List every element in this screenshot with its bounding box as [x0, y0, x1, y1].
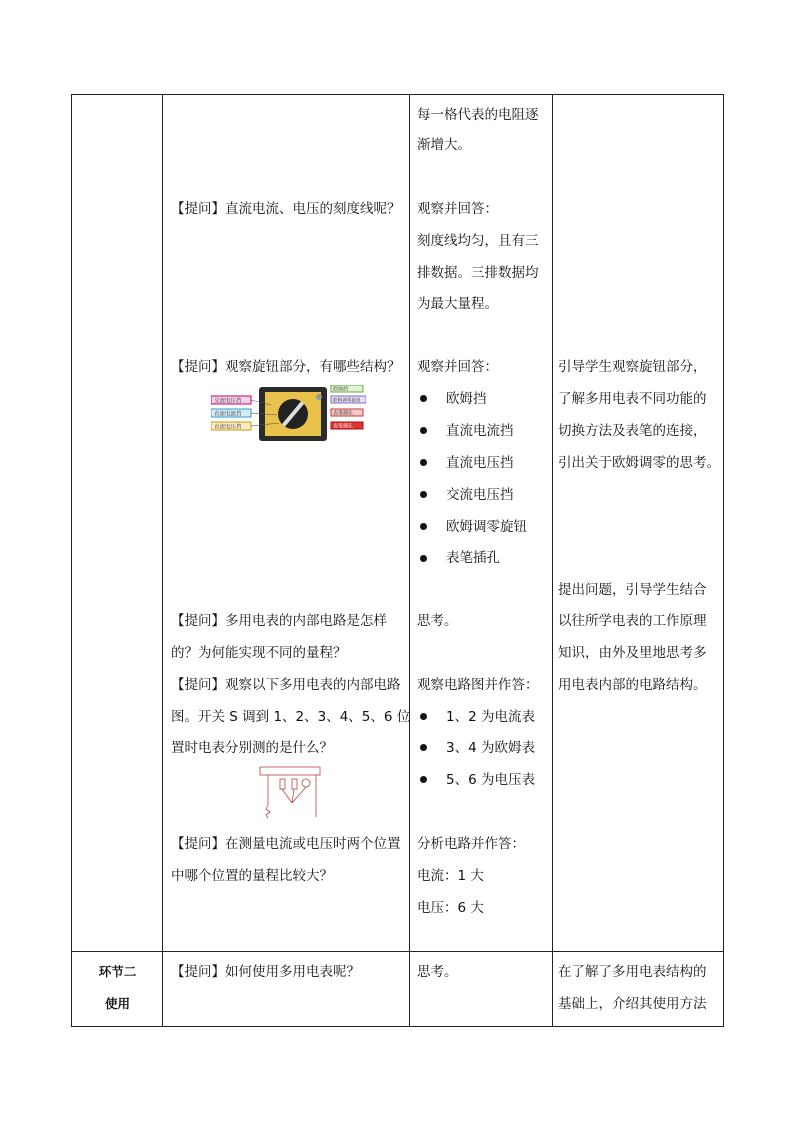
student-text: 电流：1 大: [417, 868, 484, 884]
intent-text: 引导学生观察旋钮部分，: [558, 359, 707, 375]
question-text: 【提问】直流电流、电压的刻度线呢？: [171, 201, 401, 217]
zero-adjust-knob: [316, 394, 322, 400]
list-item: 表笔插孔: [446, 550, 500, 566]
list-item: 5、6 为电压表: [446, 772, 535, 788]
list-item: 直流电压挡: [446, 455, 514, 471]
intent-text: 切换方法及表笔的连接，: [558, 423, 707, 439]
dial-label: 欧姆挡: [333, 386, 349, 393]
question-text: 【提问】观察旋钮部分，有哪些结构？: [171, 359, 401, 375]
bullet-icon: [420, 427, 427, 434]
dial-label: 欧姆调零旋钮: [333, 398, 361, 404]
dial-label: 表笔插孔: [333, 423, 354, 430]
student-text: 电压：6 大: [417, 900, 484, 916]
student-text: 观察并回答：: [417, 359, 498, 375]
stage-cell: [72, 952, 163, 1027]
design-intent-cell: [553, 952, 724, 1027]
question-text: 中哪个位置的量程比较大？: [171, 868, 333, 884]
table-row: [72, 95, 724, 952]
student-text: 每一格代表的电阻逐: [417, 107, 539, 123]
student-text: 思考。: [417, 613, 458, 629]
bullet-icon: [420, 395, 427, 402]
list-item: 3、4 为欧姆表: [446, 740, 535, 756]
question-cell: [163, 952, 410, 1027]
intent-text: 用电表内部的电路结构。: [558, 677, 707, 693]
bullet-icon: [420, 713, 427, 720]
list-item: 欧姆调零旋钮: [446, 519, 527, 535]
bullet-icon: [420, 523, 427, 530]
question-text: 【提问】观察以下多用电表的内部电路: [171, 677, 401, 693]
intent-text: 了解多用电表不同功能的: [558, 391, 707, 407]
question-cell: [163, 95, 410, 952]
student-text: 为最大量程。: [417, 296, 498, 312]
design-intent-cell: [553, 95, 724, 952]
intent-text: 基础上，介绍其使用方法: [558, 996, 707, 1012]
lesson-plan-table: [71, 94, 724, 1027]
circuit-diagram-figure: [258, 765, 328, 823]
list-item: 交流电压挡: [446, 487, 514, 503]
student-text: 分析电路并作答：: [417, 836, 525, 852]
intent-text: 在了解了多用电表结构的: [558, 964, 707, 980]
bullet-icon: [420, 776, 427, 783]
dial-label: 直流电流挡: [214, 411, 242, 418]
intent-text: 提出问题，引导学生结合: [558, 582, 707, 598]
stage-title: 环节二: [98, 964, 137, 979]
student-text: 渐增大。: [417, 137, 471, 153]
student-text: 思考。: [417, 964, 458, 980]
list-item: 欧姆挡: [446, 391, 487, 407]
dial-label: 表笔插孔: [333, 410, 354, 417]
question-text: 图。开关 S 调到 1、2、3、4、5、6 位: [171, 709, 411, 725]
question-text: 【提问】多用电表的内部电路是怎样: [171, 613, 387, 629]
student-activity-cell: [410, 952, 553, 1027]
bullet-icon: [420, 744, 427, 751]
dial-label: 交流电压挡: [214, 398, 242, 405]
question-text: 【提问】在测量电流或电压时两个位置: [171, 836, 401, 852]
table-row: [72, 952, 724, 1027]
bullet-icon: [420, 459, 427, 466]
dial-label: 直流电压挡: [214, 424, 242, 431]
multimeter-knob-figure: [211, 385, 366, 443]
intent-text: 知识，由外及里地思考多: [558, 645, 707, 661]
intent-text: 以往所学电表的工作原理: [558, 613, 707, 629]
stage-subtitle: 使用: [104, 996, 130, 1011]
intent-text: 引出关于欧姆调零的思考。: [558, 455, 720, 471]
bullet-icon: [420, 555, 427, 562]
student-text: 观察并回答：: [417, 201, 498, 217]
student-text: 刻度线均匀，且有三: [417, 233, 539, 249]
list-item: 直流电流挡: [446, 423, 514, 439]
question-text: 【提问】如何使用多用电表呢？: [171, 964, 360, 980]
stage-cell: [72, 95, 163, 952]
student-text: 排数据。三排数据均: [417, 265, 539, 281]
question-text: 置时电表分别测的是什么？: [171, 740, 333, 756]
question-text: 的？为何能实现不同的量程？: [171, 645, 347, 661]
list-item: 1、2 为电流表: [446, 709, 535, 725]
student-activity-cell: [410, 95, 553, 952]
student-text: 观察电路图并作答：: [417, 677, 539, 693]
bullet-icon: [420, 491, 427, 498]
